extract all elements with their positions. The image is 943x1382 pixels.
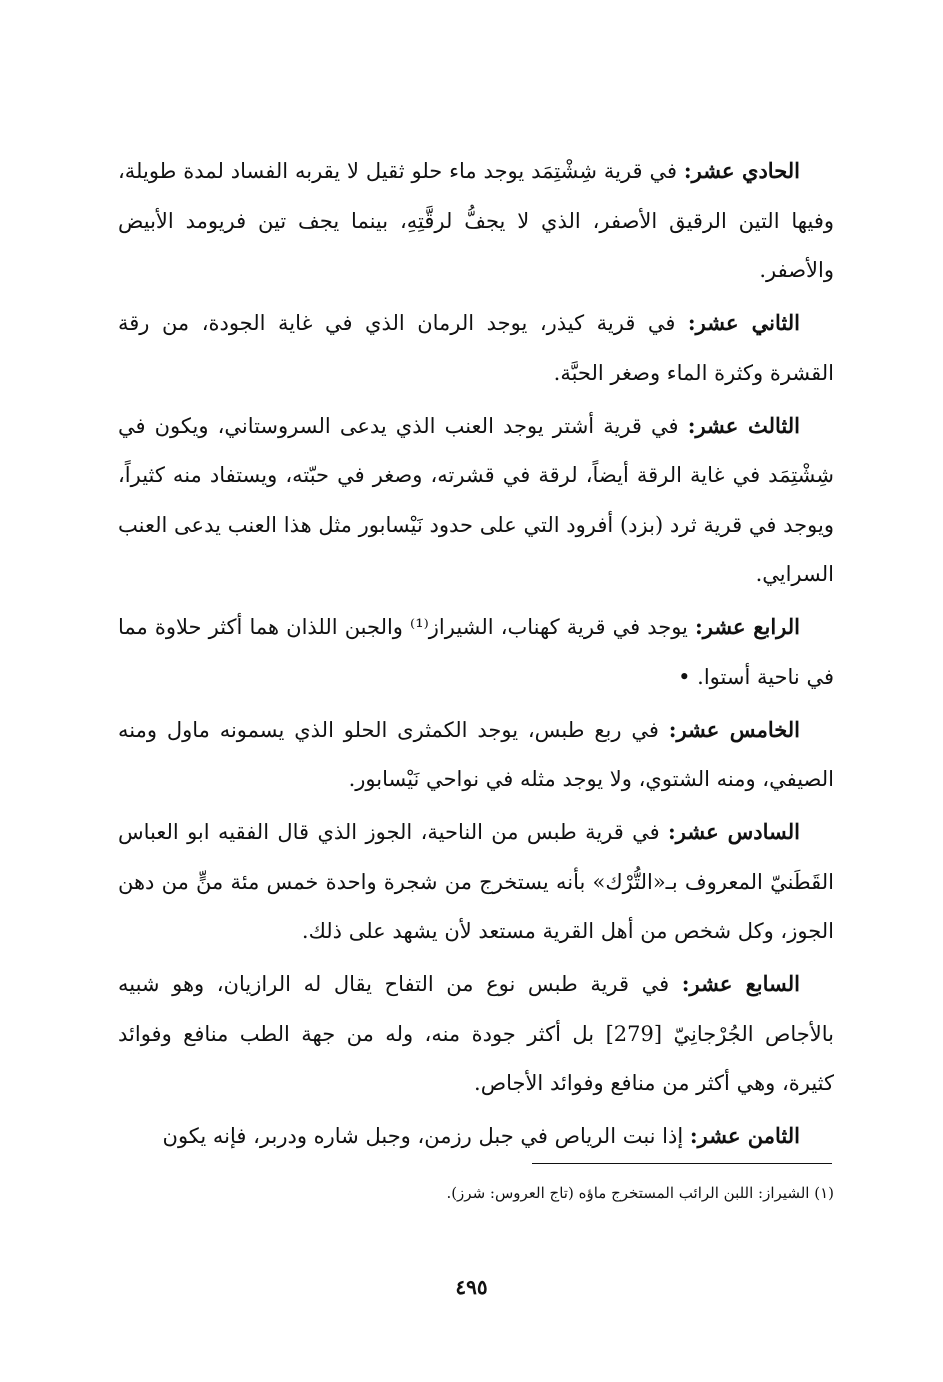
paragraph-heading: الثالث عشر:: [687, 412, 801, 438]
paragraph-heading: السابع عشر:: [681, 971, 800, 996]
paragraph-heading: السادس عشر:: [668, 819, 800, 844]
main-text: [118, 146, 834, 1164]
paragraph-body: في قرية أشتر يوجد العنب الذي يدعى السروستاني، ويكون في شِشْتِمَد في غاية الرقة أيضاً، لرقة في قشرته، وصغر في حبّته، ويستفاد منه كثيراً، ويوجد في قرية ثرد (بزد) أفرود التي على حدود نَيْسابور مثل هذا العنب يدعى العنب السرايي.: [118, 413, 834, 586]
footnote: (١) الشيراز: اللبن الرائب المستخرج ماؤه (تاج العروس: شرز).: [446, 1184, 834, 1202]
paragraph-body: في قرية طبس نوع من التفاح يقال له الرازيان، وهو شبيه بالأجاص الجُرْجانِيّ [279] بل أكثر جودة منه، وله من جهة الطب منافع وفوائد كثيرة، وهي أكثر من منافع وفوائد الأجاص.: [118, 972, 835, 1095]
paragraph-body: إذا نبت الرياص في جبل رزمن، وجبل شاره ودربر، فإنه يكون: [162, 1124, 690, 1148]
paragraph-body: يوجد في قرية كهناب، الشيراز⁽¹⁾ والجبن اللذان هما أكثر حلاوة مما في ناحية أستوا. •: [118, 615, 834, 689]
paragraph-body: في قرية كيذر، يوجد الرمان الذي في غاية الجودة، من رقة القشرة وكثرة الماء وصغر الحبَّة.: [118, 311, 834, 385]
page-number: ٤٩٥: [455, 1275, 488, 1299]
paragraph-15: [118, 705, 834, 805]
paragraph-17: [118, 959, 834, 1109]
paragraph-heading: الحادي عشر:: [683, 158, 800, 183]
paragraph-11: [118, 146, 834, 296]
paragraph-heading: الرابع عشر:: [694, 614, 800, 639]
paragraph-12: [118, 298, 834, 398]
paragraph-body: في قرية شِشْتِمَد يوجد ماء حلو ثقيل لا يقربه الفساد لمدة طويلة، وفيها التين الرقيق الأصفر، الذي لا يجفُّ لرقَّتِهِ، بينما يجف تين فريومد الأبيض والأصفر.: [118, 159, 834, 282]
paragraph-body: في ربع طبس، يوجد الكمثرى الحلو الذي يسمونه ماول ومنه الصيفي، ومنه الشتوي، ولا يوجد مثله في نواحي نَيْسابور.: [118, 717, 834, 791]
footnote-separator: [532, 1163, 832, 1164]
paragraph-body: في قرية طبس من الناحية، الجوز الذي قال الفقيه ابو العباس القَطَنيّ المعروف بـ«التُّرْك» بأنه يستخرج من شجرة واحدة خمس مئة منٍّ من دهن الجوز، وكل شخص من أهل القرية مستعد لأن يشهد على ذلك.: [118, 820, 834, 943]
paragraph-16: [118, 807, 834, 957]
paragraph-13: [118, 401, 834, 600]
paragraph-heading: الخامس عشر:: [668, 716, 801, 742]
paragraph-heading: الثاني عشر:: [687, 310, 800, 335]
paragraph-heading: الثامن عشر:: [689, 1123, 800, 1148]
paragraph-18: [118, 1111, 834, 1162]
paragraph-14: [118, 602, 834, 702]
